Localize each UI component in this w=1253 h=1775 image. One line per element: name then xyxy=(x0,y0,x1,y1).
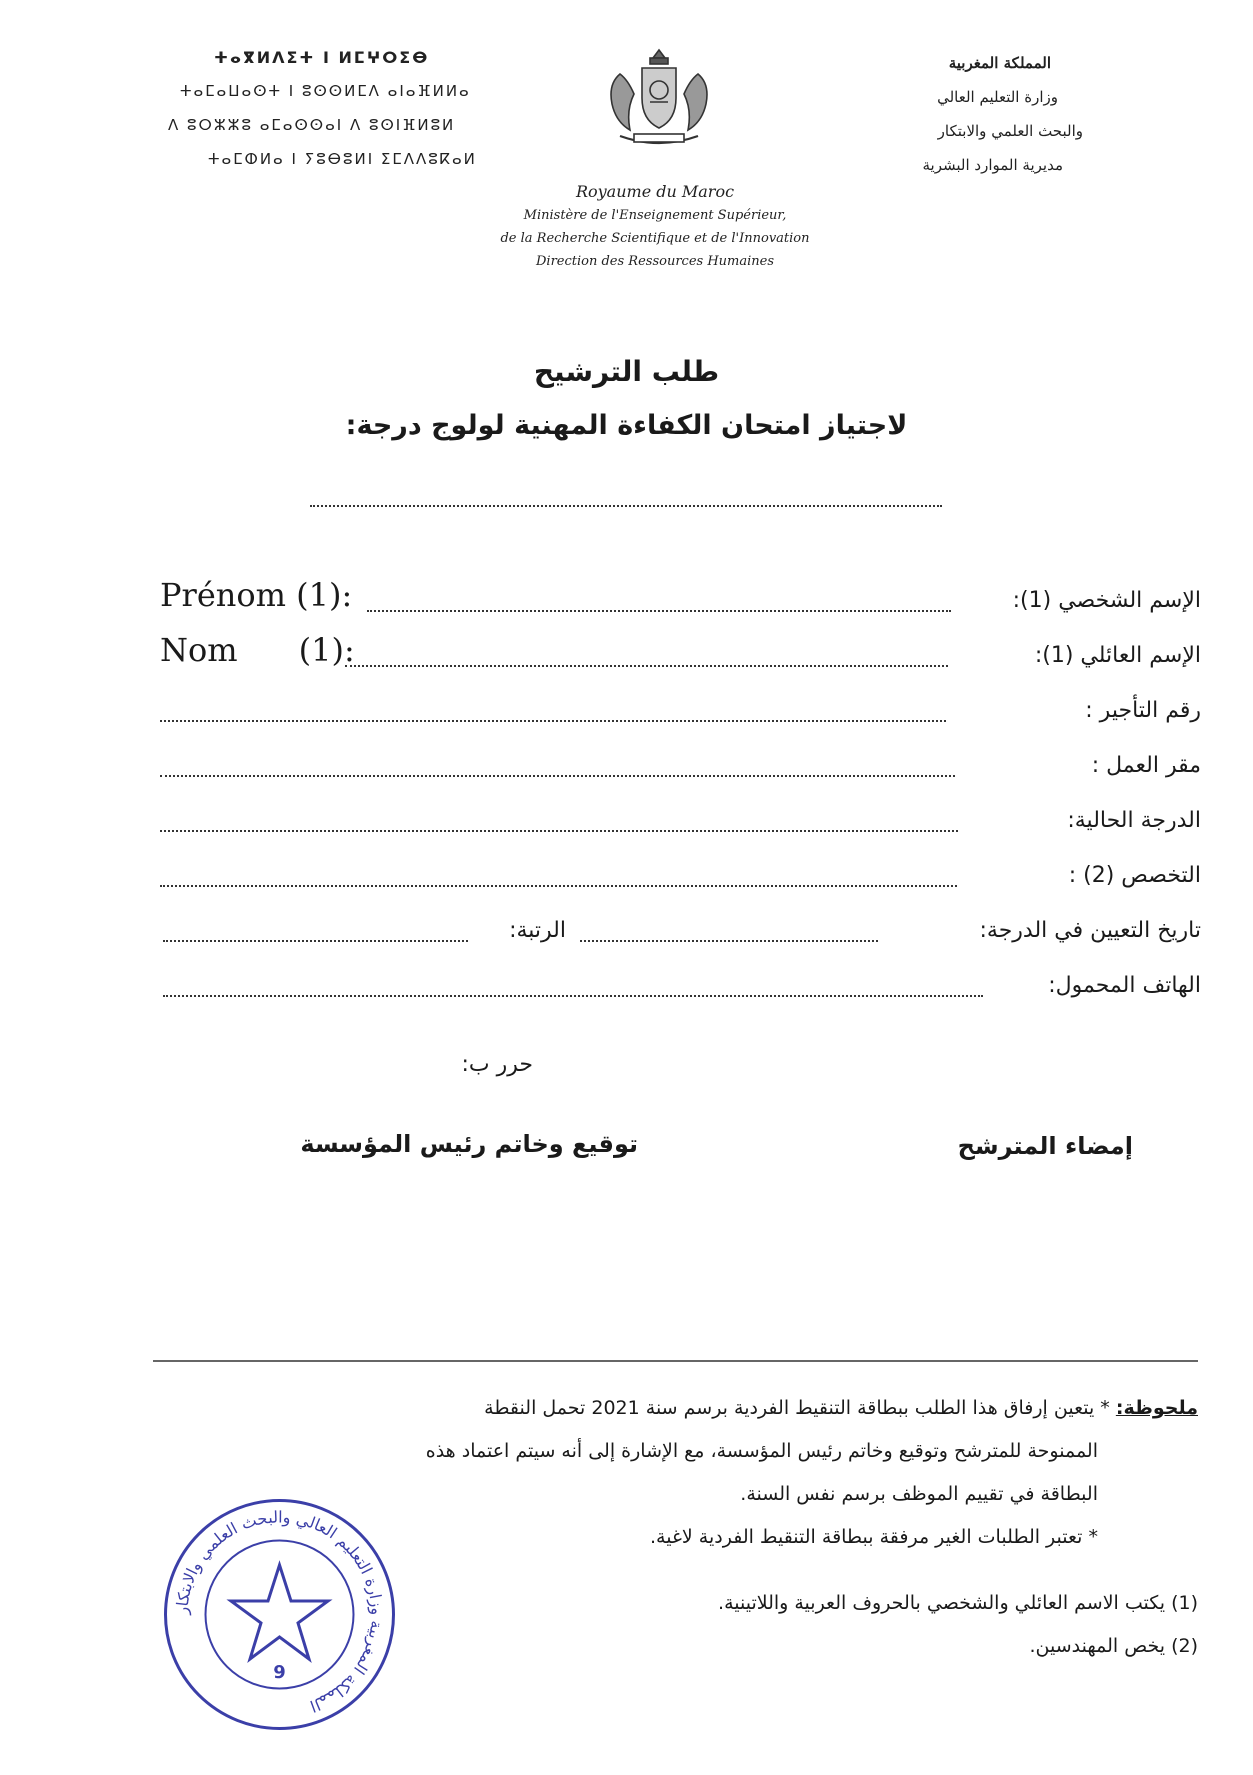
last-name-field[interactable] xyxy=(345,665,948,667)
note-line-3: البطاقة في تقييم الموظف برسم نفس السنة. xyxy=(740,1483,1098,1505)
first-name-fr-label: Prénom (1): xyxy=(160,576,353,614)
mobile-phone-field[interactable] xyxy=(163,995,983,997)
salary-number-label: رقم التأجير : xyxy=(1085,698,1201,723)
rank-label: الرتبة: xyxy=(509,918,566,943)
header-french-line-1: Royaume du Maroc xyxy=(575,182,735,201)
header-tifinagh-line-2: ⵜⴰⵎⴰⵡⴰⵙⵜ ⵏ ⵓⵙⵙⵍⵎⴷ ⴰⵏⴰⴼⵍⵍⴰ xyxy=(180,82,471,100)
note-line-2: الممنوحة للمترشح وتوقيع وخاتم رئيس المؤسسة، مع الإشارة إلى أنه سيتم اعتماد هذه xyxy=(425,1440,1098,1462)
notes-separator xyxy=(153,1360,1198,1362)
header-arabic-line-4: مديرية الموارد البشرية xyxy=(922,156,1063,174)
footnote-1: (1) يكتب الاسم العائلي والشخصي بالحروف العربية واللاتينية. xyxy=(718,1592,1198,1614)
first-name-ar-label: الإسم الشخصي (1): xyxy=(1012,588,1201,613)
header-tifinagh-line-1: ⵜⴰⴳⵍⴷⵉⵜ ⵏ ⵍⵎⵖⵔⵉⴱ xyxy=(214,48,430,67)
appointment-date-label: تاريخ التعيين في الدرجة: xyxy=(979,918,1201,943)
grade-blank-line[interactable] xyxy=(310,505,942,507)
last-name-ar-label: الإسم العائلي (1): xyxy=(1034,643,1201,668)
header-french-line-2: Ministère de l'Enseignement Supérieur, xyxy=(523,208,787,223)
header-french-line-3: de la Recherche Scientifique et de l'Innovation xyxy=(500,231,810,246)
rank-field[interactable] xyxy=(163,940,468,942)
header-tifinagh-line-3: ⴷ ⵓⵔⵣⵣⵓ ⴰⵎⴰⵙⵙⴰⵏ ⴷ ⵓⵙⵏⴼⵍⵓⵍ xyxy=(168,116,456,134)
workplace-field[interactable] xyxy=(160,775,955,777)
current-grade-label: الدرجة الحالية: xyxy=(1067,808,1201,833)
header-tifinagh-line-4: ⵜⴰⵎⵀⵍⴰ ⵏ ⵢⵓⴱⵓⵍⵏ ⵉⵎⴷⴷⵓⴽⴰⵍ xyxy=(208,150,477,168)
note-label: ملحوظة: xyxy=(1115,1397,1198,1419)
note-line-4: * تعتبر الطلبات الغير مرفقة ببطاقة التنقيط الفردية لاغية. xyxy=(650,1526,1098,1548)
form-title: طلب الترشيح xyxy=(533,355,720,388)
last-name-fr-label: Nom (1): xyxy=(160,631,355,669)
stamp-ring-text: المملكة المغربية وزارة التعليم العالي والبحث العلمي والابتكار xyxy=(172,1507,387,1716)
stamp-number: 9 xyxy=(273,1662,286,1683)
workplace-label: مقر العمل : xyxy=(1091,753,1201,778)
current-grade-field[interactable] xyxy=(160,830,958,832)
header-french-line-4: Direction des Ressources Humaines xyxy=(536,254,774,269)
note-line-1: ملحوظة: * يتعين إرفاق هذا الطلب ببطاقة التنقيط الفردية برسم سنة 2021 تحمل النقطة xyxy=(484,1397,1198,1419)
first-name-field[interactable] xyxy=(367,610,951,612)
footnote-2: (2) يخص المهندسين. xyxy=(1029,1635,1198,1657)
official-stamp xyxy=(158,1493,401,1736)
form-subtitle: لاجتياز امتحان الكفاءة المهنية لولوج درجة: xyxy=(345,410,908,441)
specialty-field[interactable] xyxy=(160,885,957,887)
header-arabic-line-1: المملكة المغربية xyxy=(948,54,1051,72)
header-arabic-line-2: وزارة التعليم العالي xyxy=(937,88,1058,106)
appointment-date-field[interactable] xyxy=(580,940,878,942)
specialty-label: التخصص (2) : xyxy=(1068,863,1201,888)
mobile-phone-label: الهاتف المحمول: xyxy=(1048,973,1201,998)
candidate-signature-label: إمضاء المترشح xyxy=(957,1132,1133,1160)
done-at-label: حرر ب: xyxy=(461,1052,533,1077)
head-signature-label: توقيع وخاتم رئيس المؤسسة xyxy=(300,1130,638,1158)
header-arabic-line-3: والبحث العلمي والابتكار xyxy=(937,122,1083,140)
salary-number-field[interactable] xyxy=(160,720,946,722)
header-french-block xyxy=(460,180,850,273)
coat-of-arms-emblem xyxy=(600,44,718,154)
